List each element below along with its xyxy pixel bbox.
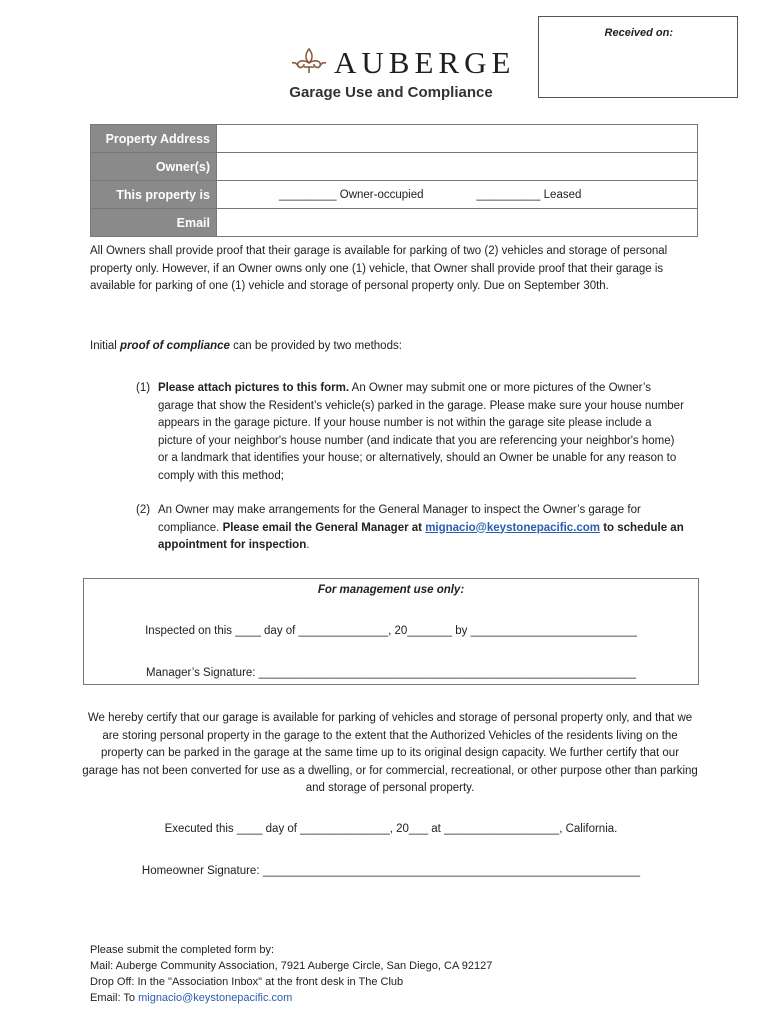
footer-email-prefix: Email: To <box>90 992 139 1004</box>
property-info-table <box>90 124 698 237</box>
owner-occupied-option[interactable]: _________ Owner-occupied <box>279 188 424 201</box>
fleur-de-lis-icon <box>290 46 328 79</box>
property-status-label: This property is <box>91 181 217 209</box>
submission-instructions <box>90 942 492 1006</box>
method-1-bold: Please attach pictures to this form. <box>158 382 350 394</box>
method-1-text: An Owner may submit one or more pictures of the Owner’s garage that show the Resident’s vehicle(s) parked in the garage. Please make sure your house number appears in the garage picture. If your house number is not within the garage site please include a picture of your neighbor's house number (and indicate that you are referencing your neighbor's home) or a landmark that identifies your house; or alternatively, should an Owner be unable for any reason to comply with this method; <box>158 382 684 482</box>
form-title: Garage Use and Compliance <box>289 84 493 101</box>
property-status-field <box>217 181 698 209</box>
auberge-logo <box>290 46 515 79</box>
property-address-label: Property Address <box>91 125 217 153</box>
property-address-field[interactable] <box>217 125 698 153</box>
email-label: Email <box>91 209 217 237</box>
leased-option[interactable]: __________ Leased <box>476 188 582 201</box>
footer-dropoff-line: Drop Off: In the "Association Inbox" at the front desk in The Club <box>90 976 404 988</box>
intro-paragraph: All Owners shall provide proof that their garage is available for parking of two (2) vehicles and storage of personal property only. However, if an Owner owns only one (1) vehicle, that Owner shall provide proof that their garage is available for parking of one (1) vehicle and storage of personal property only. Due on September 30th. <box>90 245 668 292</box>
received-on-label: Received on: <box>604 27 673 39</box>
certification-paragraph: We hereby certify that our garage is available for parking of vehicles and storage of personal property only, and that we are storing personal property in the garage to the extent that the Authorized Vehicles of the residents living on the property can be parked in the garage at the same time up to its original design capacity. We further certify that our garage has not been converted for use as a dwelling, or for commercial, recreational, or other purpose other than parking and storage of personal property. <box>82 712 698 794</box>
table-row <box>91 209 698 237</box>
method-2-text: An Owner may make arrangements for the General Manager to inspect the Owner’s garage for compliance. <box>158 504 641 534</box>
method-2-end: . <box>306 539 310 551</box>
manager-signature-line[interactable]: Manager’s Signature: ___________________________________________________________ <box>145 667 637 679</box>
management-use-box <box>83 578 699 685</box>
initial-prefix: Initial <box>90 340 121 352</box>
brand-name: AUBERGE <box>334 45 516 80</box>
method-1-item <box>136 380 686 485</box>
method-2-bold-after: to schedule an appointment for inspection <box>158 521 684 551</box>
method-2-bold: Please email the General Manager at <box>222 521 426 534</box>
footer-email-line <box>90 990 492 1006</box>
owners-field[interactable] <box>217 153 698 181</box>
method-1-number: (1) <box>136 382 151 394</box>
table-row <box>91 153 698 181</box>
initial-suffix: can be provided by two methods: <box>229 340 402 352</box>
table-row <box>91 125 698 153</box>
inspected-on-line[interactable]: Inspected on this ____ day of ______________, 20_______ by __________________________ <box>145 625 637 637</box>
executed-line[interactable]: Executed this ____ day of ______________, 20___ at __________________, California. <box>164 823 618 835</box>
footer-line-1: Please submit the completed form by: <box>90 944 275 956</box>
footer-mail-line: Mail: Auberge Community Association, 7921 Auberge Circle, San Diego, CA 92127 <box>90 960 493 972</box>
general-manager-email-link[interactable]: mignacio@keystonepacific.com <box>425 521 601 534</box>
method-2-number: (2) <box>136 504 151 516</box>
email-field[interactable] <box>217 209 698 237</box>
initial-compliance-text <box>90 338 690 356</box>
method-2-item <box>136 502 686 555</box>
management-title: For management use only: <box>317 584 465 596</box>
initial-emphasis: proof of compliance <box>120 340 230 352</box>
footer-email-link[interactable]: mignacio@keystonepacific.com <box>138 992 293 1004</box>
owners-label: Owner(s) <box>91 153 217 181</box>
table-row <box>91 181 698 209</box>
homeowner-signature-line[interactable]: Homeowner Signature: ___________________________________________________________ <box>141 865 641 877</box>
